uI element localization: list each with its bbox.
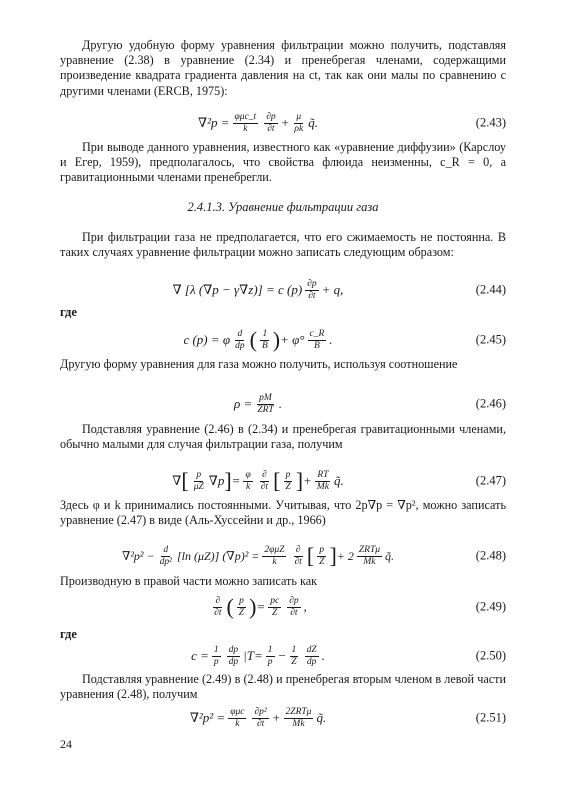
- page-number: 24: [60, 737, 72, 751]
- paragraph-gas-form: Другую форму уравнения для газа можно получить, используя соотношение: [60, 357, 458, 371]
- paragraph-derivative: Производную в правой части можно записать как: [60, 574, 318, 588]
- equation-number: (2.43): [475, 115, 506, 130]
- equation-2-49: $\frac{\partial}{\partial t}$ ( $\frac{p}{Z}$ ) = $\frac{pc}{Z}$ $\frac{\partial p}{\partial t}$ , (2.49): [214, 594, 506, 619]
- paragraph-constants: Здесь φ и k принимались постоянными. Учитывая, что 2p∇p = ∇p², можно записать уравнение (2.47) в виде (Аль-Хуссейни и др., 1966): [60, 498, 506, 528]
- equation-2-50: c = $\frac{1}{p}$ $\frac{dp}{dp}$ |T = $\frac{1}{p}$ − $\frac{1}{Z}$ $\frac{dZ}{dp}$ . (2.50): [191, 644, 506, 667]
- equation-2-48: ∇²p² − $\frac{d}{\text{dp²}}$ [ln (μZ)] (∇p)² = $\frac{\text{2φμZ}}{k}$ $\frac{\partial}{\partial t}$ [ $\frac{p}{Z}$ ] + 2 $\frac{\text{ZRTμ}}{Mk}$ q̃. (2.48): [121, 543, 506, 568]
- equation-number: (2.50): [475, 648, 506, 663]
- paragraph-intro: Другую удобную форму уравнения фильтрации можно получить, подставляя уравнение (2.38) в уравнение (2.34) и пренебрегая членами, содержащими произведение квадрата градиента давления на ct, так как они малы по сравнению с другими членами (ERCB, 1975):: [60, 38, 506, 98]
- section-heading: 2.4.1.3. Уравнение фильтрации газа: [187, 200, 379, 214]
- equation-2-45: c (p) = φ $\frac{d}{dp}$ ( $\frac{1}{B}$ ) + φ° $\frac{c\_R}{B}$ . (2.45): [183, 327, 506, 352]
- equation-2-47: ∇ [ $\frac{p}{\mu Z}$ ∇p ] = $\frac{\varphi}{k}$ $\frac{\partial}{\partial t}$ [ $\frac{p}{Z}$ ] + $\frac{RT}{Mk}$ q̃. (2.47): [172, 468, 506, 493]
- equation-number: (2.45): [475, 332, 506, 347]
- paragraph-substitution: Подставляя уравнение (2.46) в (2.34) и пренебрегая гравитационными членами, обычно малыми для случая фильтрации газа, получим: [60, 422, 506, 452]
- equation-2-44: ∇ [λ (∇p − γ∇z)] = c (p) $\frac{\partial p}{\partial t}$ + q, (2.44): [172, 278, 506, 301]
- equation-number: (2.47): [475, 473, 506, 488]
- paragraph-diffusion: При выводе данного уравнения, известного как «уравнение диффузии» (Карслоу и Егер, 1959), предполагалось, что свойства флюида неизменны, c_R = 0, а гравитационными членами пренебрегли.: [60, 140, 506, 185]
- equation-number: (2.49): [475, 599, 506, 614]
- paragraph-final: Подставляя уравнение (2.49) в (2.48) и пренебрегая вторым членом в левой части уравнения (2.48), получим: [60, 672, 506, 702]
- equation-2-51: ∇²p² = $\frac{\text{φμc}}{k}$ $\frac{\text{∂p²}}{\partial t}$ + $\frac{\text{2ZRTμ}}{Mk}$ q̃. (2.51): [189, 706, 506, 729]
- equation-number: (2.44): [475, 282, 506, 297]
- equation-number: (2.48): [475, 548, 506, 563]
- equation-2-43: ∇²p = $\frac{\text{φμc\_t}}{k}$ $\frac{\partial p}{\partial t}$ + $\frac{\mu}{\rho k}$ q̃. (2.43): [198, 111, 506, 134]
- paragraph-gas: При фильтрации газа не предполагается, что его сжимаемость не постоянна. В таких случаях уравнение фильтрации можно записать следующим образом:: [60, 230, 506, 260]
- equation-2-46: ρ = $\frac{pM}{\text{ZRT}}$ . (2.46): [234, 392, 506, 415]
- equation-number: (2.46): [475, 396, 506, 411]
- equation-number: (2.51): [475, 710, 506, 725]
- label-where: где: [60, 627, 77, 641]
- label-where: где: [60, 305, 77, 319]
